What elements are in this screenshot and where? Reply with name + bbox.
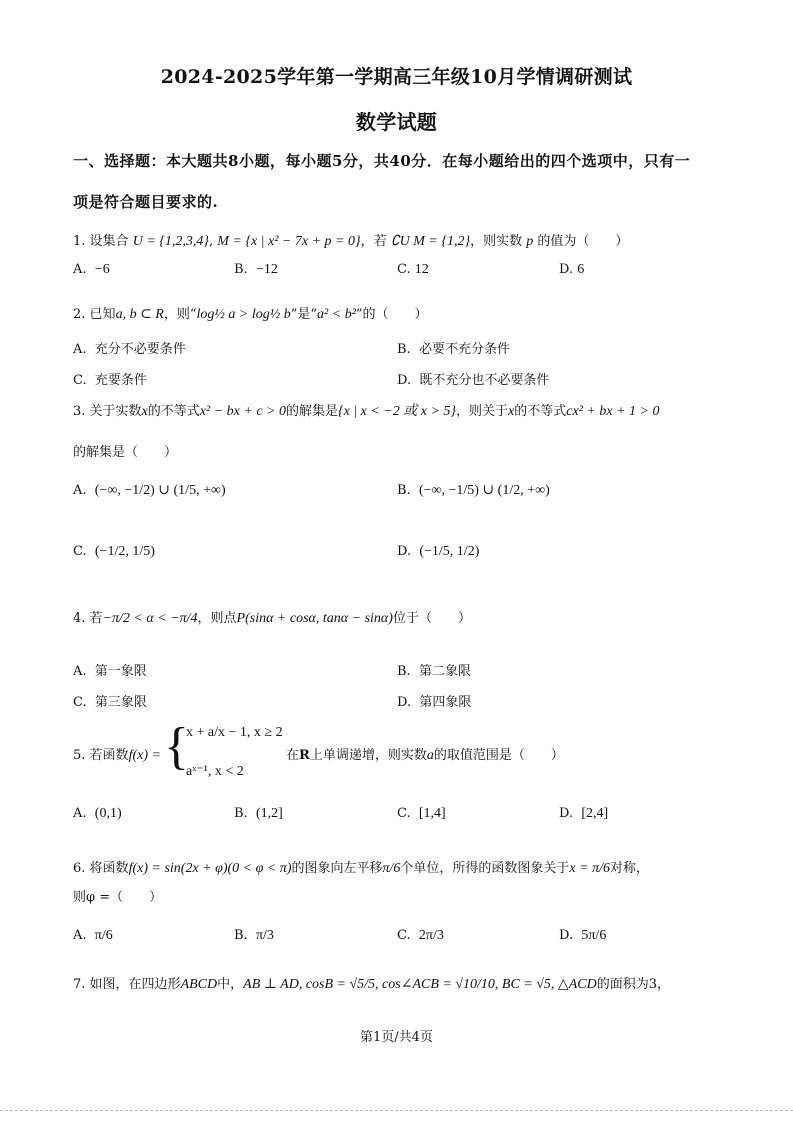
q7-conditions: AB ⊥ AD, cosB = √5/5, cos∠ACB = √10/10, BC = √5, △ACD	[243, 977, 597, 992]
func-sin: f(x) = sin(2x + φ)(0 < φ < π)	[128, 861, 292, 876]
option-value: 充要条件	[94, 373, 147, 388]
option-value: π/6	[94, 928, 113, 943]
option-label: A.	[73, 928, 87, 943]
q1-text-mid: ，若	[360, 234, 387, 249]
quad-abcd: ABCD	[180, 977, 218, 992]
piecewise-brace: {	[164, 718, 189, 775]
q3-text: 关于实数	[89, 404, 142, 419]
option-label: C.	[73, 544, 87, 559]
cond-expr: a, b ⊂ R	[115, 307, 164, 322]
q1-text-end: 的值为（ ）	[537, 234, 629, 249]
exam-subtitle: 数学试题	[355, 110, 438, 134]
set-m: M = {x | x² − 7x + p = 0}	[217, 234, 361, 249]
option-label: B.	[234, 262, 248, 277]
q4-option-a[interactable]	[73, 660, 147, 679]
q2-text-mid2: ”是“	[290, 307, 318, 322]
option-label: A.	[73, 806, 87, 821]
q5-text-end: 的取值范围是（ ）	[433, 748, 564, 763]
page-bottom-divider	[0, 1110, 793, 1111]
q2-option-a[interactable]	[73, 338, 186, 357]
option-value: 第一象限	[94, 664, 147, 679]
q7-text-end: 的面积为3，	[596, 977, 670, 992]
q4-option-b[interactable]	[397, 660, 471, 679]
option-value: π/3	[255, 928, 274, 943]
option-value: 第二象限	[418, 664, 471, 679]
q1-option-d[interactable]	[559, 262, 584, 278]
option-label: D.	[559, 806, 574, 821]
option-label: B.	[397, 342, 411, 357]
q6-option-a[interactable]	[73, 928, 113, 944]
option-label: D.	[397, 373, 412, 388]
var-p: p	[526, 234, 534, 249]
q5-text-mid: 在	[286, 748, 300, 763]
exam-title: 2024-2025学年第一学期高三年级10月学情调研测试	[160, 66, 633, 88]
func-f: f(x) =	[128, 748, 161, 763]
page-footer: 第1页/共4页	[360, 1030, 433, 1045]
set-u: U = {1,2,3,4}	[132, 234, 209, 249]
q2-text-mid: ，则“	[163, 307, 197, 322]
var-x: x	[141, 404, 148, 419]
q3-option-b[interactable]	[397, 482, 550, 499]
q4-text-mid: ，则点	[197, 611, 237, 626]
option-value: (−∞, −1/5) ∪ (1/2, +∞)	[418, 483, 550, 498]
question-4	[73, 607, 471, 627]
q4-option-d[interactable]	[397, 691, 471, 710]
solution-set: {x | x < −2 或 x > 5}	[338, 404, 457, 419]
q2-option-b[interactable]	[397, 338, 510, 357]
option-label: C.	[397, 928, 411, 943]
q2-option-c[interactable]	[73, 369, 147, 388]
option-label: C.	[73, 695, 87, 710]
question-2	[73, 303, 428, 323]
inequality-1: x² − bx + c > 0	[199, 404, 286, 419]
option-label: B.	[234, 806, 248, 821]
option-value: (0,1)	[94, 806, 122, 821]
option-value: (−1/5, 1/2)	[419, 544, 480, 559]
option-value: −12	[255, 262, 278, 277]
q3-text-mid3: ，则关于	[456, 404, 509, 419]
q6-option-c[interactable]	[397, 928, 444, 944]
option-label: A.	[73, 342, 87, 357]
q6-option-b[interactable]	[234, 928, 274, 944]
option-label: D.	[397, 695, 412, 710]
q5-option-a[interactable]	[73, 806, 122, 822]
q7-text-mid: 中，	[217, 977, 244, 992]
q5-option-c[interactable]	[397, 806, 446, 822]
option-label: D.	[559, 262, 574, 277]
q6-text-mid: 的图象向左平移	[291, 861, 383, 876]
q5-text: 若函数	[89, 748, 129, 763]
option-label: C.	[73, 373, 87, 388]
option-value: [2,4]	[581, 806, 609, 821]
option-label: B.	[234, 928, 248, 943]
domain-r: R	[299, 748, 310, 763]
q4-option-c[interactable]	[73, 691, 147, 710]
q5-text-rest	[286, 744, 564, 764]
q1-option-a[interactable]	[73, 262, 110, 278]
q6-line2: 则φ =（ ）	[73, 890, 163, 905]
square-expr: a² < b²	[317, 307, 356, 322]
option-value: 既不充分也不必要条件	[419, 373, 550, 388]
complement-expr: ∁U M = {1,2}	[390, 234, 471, 249]
var-x: x	[508, 404, 515, 419]
section-heading-cont: 项是符合题目要求的.	[73, 193, 219, 211]
q5-option-d[interactable]	[559, 806, 608, 822]
q4-text-end: 位于（ ）	[392, 611, 471, 626]
q3-text-mid2: 的解集是	[285, 404, 338, 419]
inequality-2: cx² + bx + 1 > 0	[566, 404, 660, 419]
q5-text-mid2: 上单调递增，则实数	[309, 748, 427, 763]
q6-text-end: 对称，	[610, 861, 650, 876]
option-label: D.	[397, 544, 412, 559]
question-number: 4.	[73, 611, 86, 626]
q1-text-post: ，则实数	[470, 234, 523, 249]
q3-line2: 的解集是（ ）	[73, 445, 178, 460]
question-1: 1. 设集合 U = {1,2,3,4}, M = {x | x² − 7x + p = 0}，若 ∁U M = {1,2}，则实数 p 的值为（ ）	[73, 234, 629, 249]
q5-option-b[interactable]	[234, 806, 283, 822]
q6-text-mid2: 个单位，所得的函数图象关于	[400, 861, 570, 876]
option-label: C.	[397, 806, 411, 821]
option-value: 2π/3	[418, 928, 444, 943]
option-value: 第四象限	[419, 695, 472, 710]
log-expr: log½ a > log½ b	[196, 307, 291, 322]
alpha-range: −π/2 < α < −π/4	[102, 611, 198, 626]
symmetry-axis: x = π/6	[569, 861, 610, 876]
piecewise-case-2: aˣ⁻¹, x < 2	[186, 764, 244, 779]
option-label: A.	[73, 664, 87, 679]
question-5	[73, 744, 161, 764]
q3-option-c[interactable]	[73, 544, 155, 560]
question-6	[73, 857, 649, 877]
q7-text: 如图，在四边形	[89, 977, 181, 992]
option-value: (−1/2, 1/5)	[94, 544, 155, 559]
question-7	[73, 973, 670, 993]
shift-value: π/6	[382, 861, 401, 876]
question-number: 5.	[73, 748, 86, 763]
var-a: a	[426, 748, 434, 763]
q1-option-c[interactable]	[397, 262, 429, 278]
piecewise-case-1: x + a/x − 1, x ≥ 2	[186, 725, 283, 740]
option-label: C.	[397, 262, 411, 277]
q1-text: 设集合	[89, 234, 129, 249]
question-number: 7.	[73, 977, 86, 992]
option-value: 必要不充分条件	[418, 342, 510, 357]
q1-option-b[interactable]	[234, 262, 278, 278]
option-label: B.	[397, 664, 411, 679]
option-value: (1,2]	[255, 806, 283, 821]
q2-option-d[interactable]	[397, 369, 549, 388]
q6-text: 将函数	[89, 861, 129, 876]
section-heading: 一、选择题：本大题共8小题，每小题5分，共40分．在每小题给出的四个选项中，只有一	[73, 152, 691, 170]
option-value: [1,4]	[418, 806, 446, 821]
option-label: A.	[73, 483, 87, 498]
option-value: 第三象限	[94, 695, 147, 710]
q6-option-d[interactable]	[559, 928, 606, 944]
q3-option-a[interactable]	[73, 482, 226, 499]
point-p: P(sinα + cosα, tanα − sinα)	[236, 611, 393, 626]
q2-text-end: ”的（ ）	[355, 307, 428, 322]
option-value: 12	[414, 262, 429, 277]
option-label: B.	[397, 483, 411, 498]
question-number: 6.	[73, 861, 86, 876]
option-value: 5π/6	[581, 928, 607, 943]
option-label: D.	[559, 928, 574, 943]
option-value: −6	[94, 262, 110, 277]
q2-text: 已知	[89, 307, 116, 322]
option-value: 充分不必要条件	[94, 342, 186, 357]
question-number: 3.	[73, 404, 86, 419]
question-3	[73, 400, 659, 420]
question-number: 2.	[73, 307, 86, 322]
option-label: A.	[73, 262, 87, 277]
q3-text-mid: 的不等式	[147, 404, 200, 419]
option-value: 6	[577, 262, 585, 277]
q4-text: 若	[89, 611, 103, 626]
option-value: (−∞, −1/2) ∪ (1/5, +∞)	[94, 483, 226, 498]
q3-text-mid4: 的不等式	[514, 404, 567, 419]
q3-option-d[interactable]	[397, 544, 479, 560]
question-number: 1.	[73, 234, 86, 249]
